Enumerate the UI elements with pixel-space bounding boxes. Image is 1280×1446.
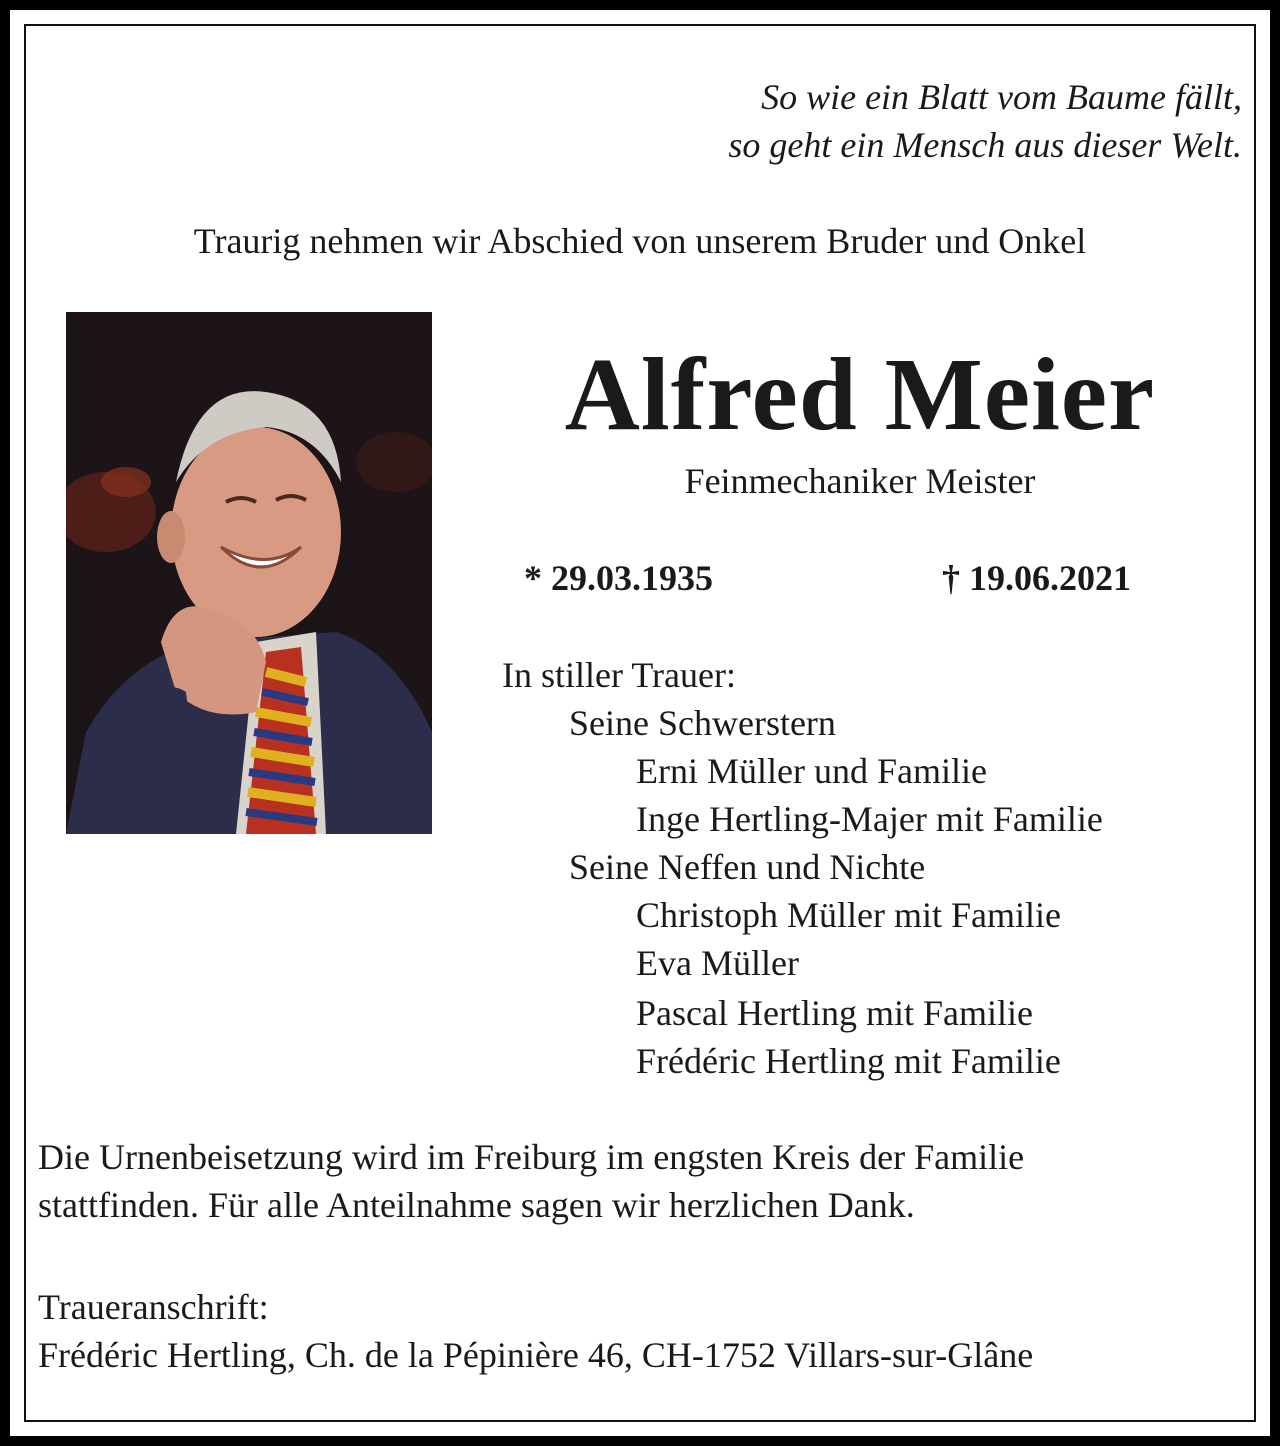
- mourner-item: Christoph Müller mit Familie: [636, 895, 1061, 935]
- deceased-occupation: Feinmechaniker Meister: [684, 461, 1036, 501]
- address-label: Traueranschrift:: [38, 1287, 269, 1327]
- deceased-name: Alfred Meier: [564, 337, 1156, 452]
- address-value: Frédéric Hertling, Ch. de la Pépinière 46, CH-1752 Villars-sur-Glâne: [38, 1335, 1034, 1375]
- motto-line-2: so geht ein Mensch aus dieser Welt.: [728, 125, 1242, 165]
- mourner-item: Frédéric Hertling mit Familie: [636, 1041, 1061, 1081]
- intro-text: Traurig nehmen wir Abschied von unserem Bruder und Onkel: [193, 221, 1087, 261]
- mourner-item: Pascal Hertling mit Familie: [636, 993, 1033, 1033]
- mourners-heading: In stiller Trauer:: [502, 655, 736, 695]
- mourner-item: Eva Müller: [636, 943, 799, 983]
- death-date: † 19.06.2021: [942, 558, 1131, 598]
- notice-line-1: Die Urnenbeisetzung wird im Freiburg im engsten Kreis der Familie: [38, 1137, 1025, 1177]
- birth-date: * 29.03.1935: [524, 558, 713, 598]
- mourner-item: Erni Müller und Familie: [636, 751, 987, 791]
- motto-line-1: So wie ein Blatt vom Baume fällt,: [761, 77, 1242, 117]
- group-title-nephews: Seine Neffen und Nichte: [569, 847, 926, 887]
- portrait-photo: [66, 312, 432, 834]
- mourner-item: Inge Hertling-Majer mit Familie: [636, 799, 1103, 839]
- obituary-card: [10, 10, 1270, 1436]
- portrait-illustration: [66, 312, 432, 834]
- group-title-sisters: Seine Schwerstern: [569, 703, 836, 743]
- notice-line-2: stattfinden. Für alle Anteilnahme sagen wir herzlichen Dank.: [38, 1185, 915, 1225]
